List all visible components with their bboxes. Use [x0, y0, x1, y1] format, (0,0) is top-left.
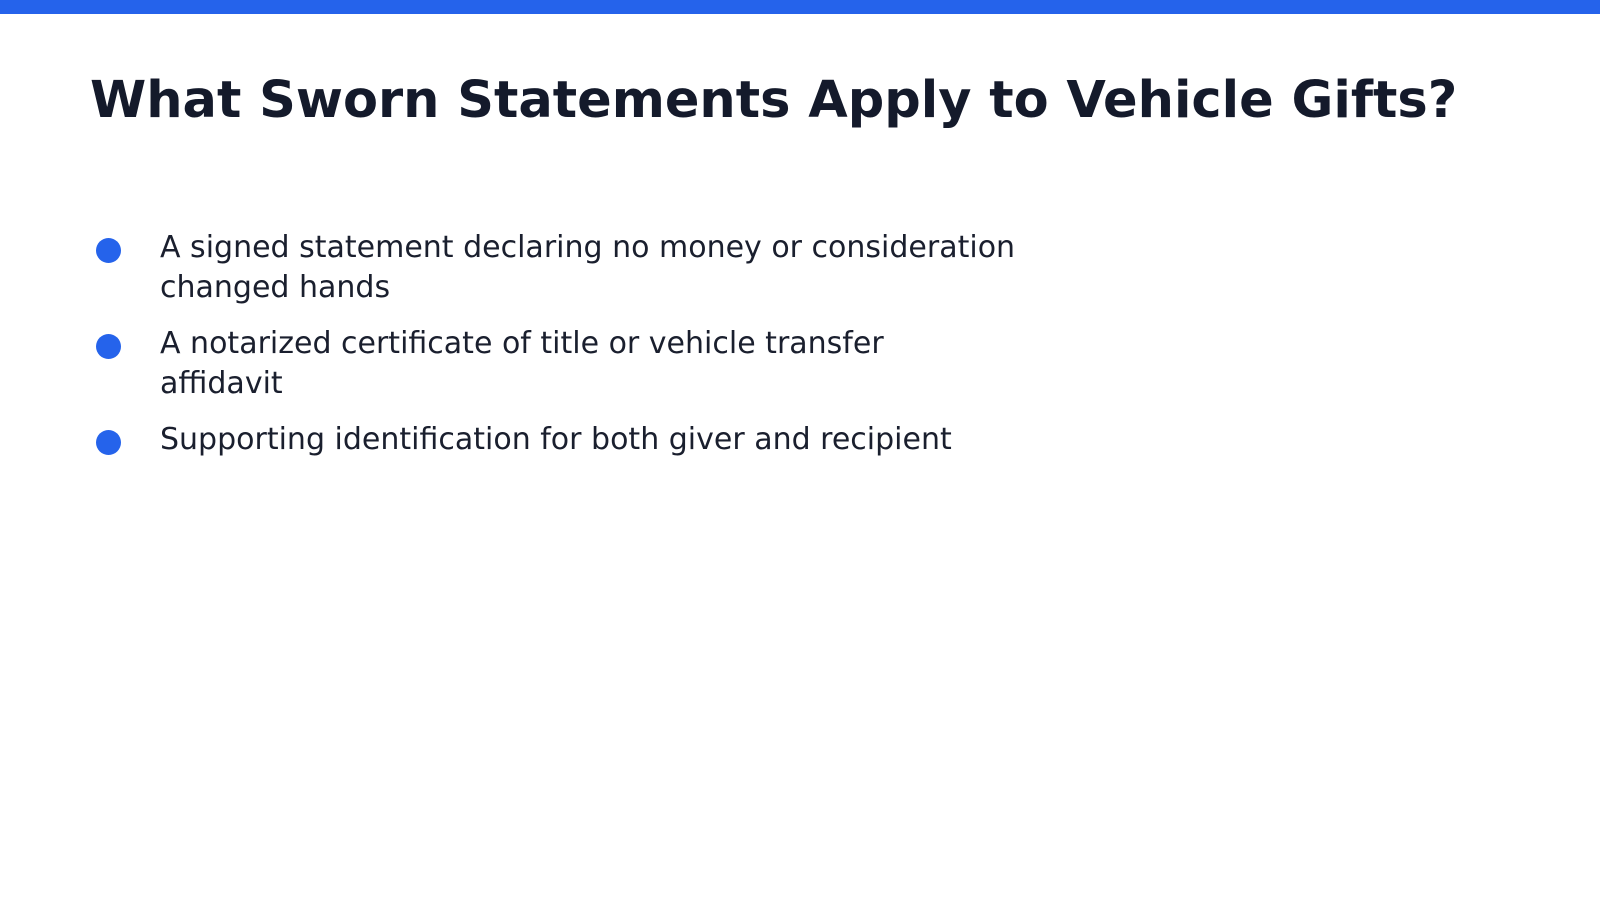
slide-title: What Sworn Statements Apply to Vehicle Gifts?: [90, 71, 1458, 130]
bullet-text: A signed statement declaring no money or consideration changed hands: [160, 230, 1016, 305]
bullet-text: Supporting identification for both giver and recipient: [160, 422, 952, 457]
bullet-dot-icon: [96, 430, 121, 455]
bullet-item: [96, 324, 1096, 404]
bullet-text: A notarized certificate of title or vehicle transfer affidavit: [160, 326, 884, 401]
bullet-list: [96, 228, 1096, 476]
bullet-dot-icon: [96, 238, 121, 263]
bullet-item: [96, 228, 1096, 308]
bullet-dot-icon: [96, 334, 121, 359]
top-accent-bar: [0, 0, 1600, 14]
bullet-item: [96, 420, 1096, 460]
